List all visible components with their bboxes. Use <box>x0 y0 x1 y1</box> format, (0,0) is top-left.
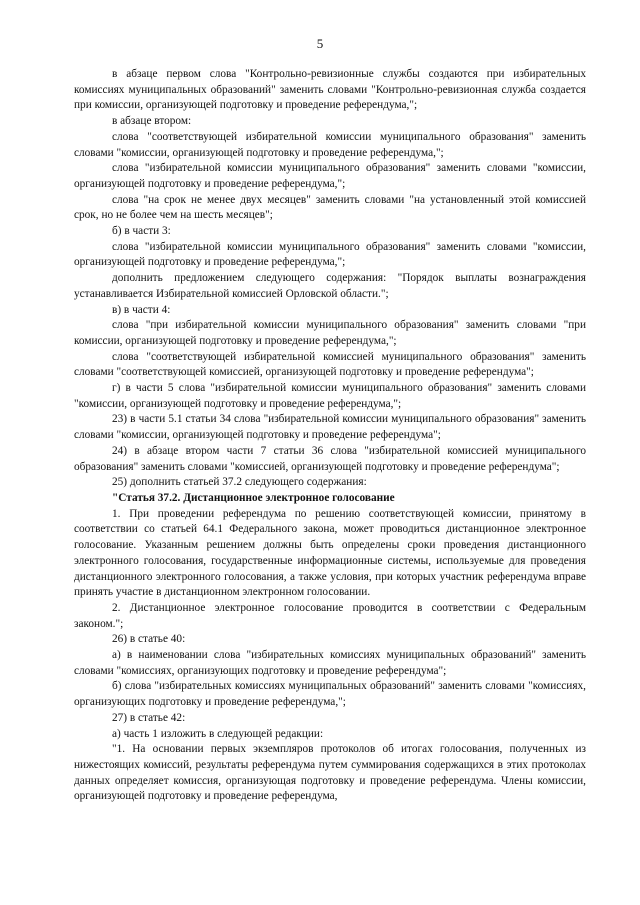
paragraph: слова "соответствующей избирательной комиссии муниципального образования" заменить словами "комиссии, организующей подготовку и проведение референдума,"; <box>74 130 586 159</box>
paragraph: в абзаце первом слова "Контрольно-ревизионные службы создаются при избирательных комиссиях муниципальных образований" заменить словами "Контрольно-ревизионная служба создается при комиссии, организующей подготовку и проведение референдума,"; <box>74 68 586 112</box>
paragraph: 2. Дистанционное электронное голосование проводится в соответствии с Федеральным законом."; <box>74 601 586 630</box>
page-number: 5 <box>316 36 324 51</box>
paragraph: б) слова "избирательных комиссиях муниципальных образований" заменить словами "комиссиях, организующих подготовку и проведение референдума,"; <box>74 680 586 709</box>
paragraph: 27) в статье 42: <box>112 711 186 724</box>
paragraph: 23) в части 5.1 статьи 34 слова "избирательной комиссии муниципального образования" заменить словами "комиссии, организующей подготовку и проведение референдума"; <box>74 413 586 442</box>
paragraph: а) в наименовании слова "избирательных комиссиях муниципальных образований" заменить словами "комиссиях, организующих подготовку и проведение референдума"; <box>74 649 586 677</box>
paragraph: б) в части 3: <box>112 225 171 238</box>
paragraph: в абзаце втором: <box>112 115 192 128</box>
paragraph: дополнить предложением следующего содержания: "Порядок выплаты вознаграждения устанавливается Избирательной комиссией Орловской области."; <box>74 272 586 300</box>
paragraph: а) часть 1 изложить в следующей редакции: <box>112 727 324 740</box>
paragraph: "1. На основании первых экземпляров протоколов об итогах голосования, полученных из нижестоящих комиссий, результаты референдума путем суммирования содержащихся в этих протоколах данных определяет комиссия, организующая подготовку и проведение референдума. Члены комиссии, организующей подготовку и проведение референдума, <box>74 743 586 803</box>
paragraph: г) в части 5 слова "избирательной комиссии муниципального образования" заменить словами "комиссии, организующей подготовку и проведение референдума,"; <box>74 382 586 410</box>
paragraph: в) в части 4: <box>112 303 171 316</box>
paragraph: 1. При проведении референдума по решению соответствующей комиссии, принятому в соответствии со статьей 64.1 Федерального закона, может проводиться дистанционное электронное голосование. Указанным решением должны быть определены сроки проведения дистанционного электронного голосования, государственные информационные системы, используемые для проведения дистанционного электронного голосования, а также условия, при которых участник референдума вправе принять участие в дистанционном электронном голосовании. <box>74 507 586 599</box>
paragraph: 25) дополнить статьей 37.2 следующего содержания: <box>112 476 367 489</box>
paragraph: слова "соответствующей избирательной комиссией муниципального образования" заменить словами "соответствующей комиссией, организующей подготовку и проведение референдума"; <box>74 350 586 379</box>
paragraph: слова "избирательной комиссии муниципального образования" заменить словами "комиссии, организующей подготовку и проведение референдума,"; <box>74 240 586 269</box>
paragraph: 26) в статье 40: <box>112 633 186 646</box>
paragraph: слова "при избирательной комиссии муниципального образования" заменить словами "при комиссии, организующей подготовку и проведение референдума,"; <box>74 319 586 347</box>
paragraph: слова "на срок не менее двух месяцев" заменить словами "на установленный этой комиссией срок, но не более чем на шесть месяцев"; <box>74 193 586 222</box>
article-heading: "Статья 37.2. Дистанционное электронное голосование <box>112 491 395 504</box>
paragraph: слова "избирательной комиссии муниципального образования" заменить словами "комиссии, организующей подготовку и проведение референдума,"; <box>74 162 586 190</box>
paragraph: 24) в абзаце втором части 7 статьи 36 слова "избирательной комиссией муниципального образования" заменить словами "комиссией, организующей подготовку и проведение референдума"; <box>74 444 586 473</box>
document-body <box>74 67 586 805</box>
